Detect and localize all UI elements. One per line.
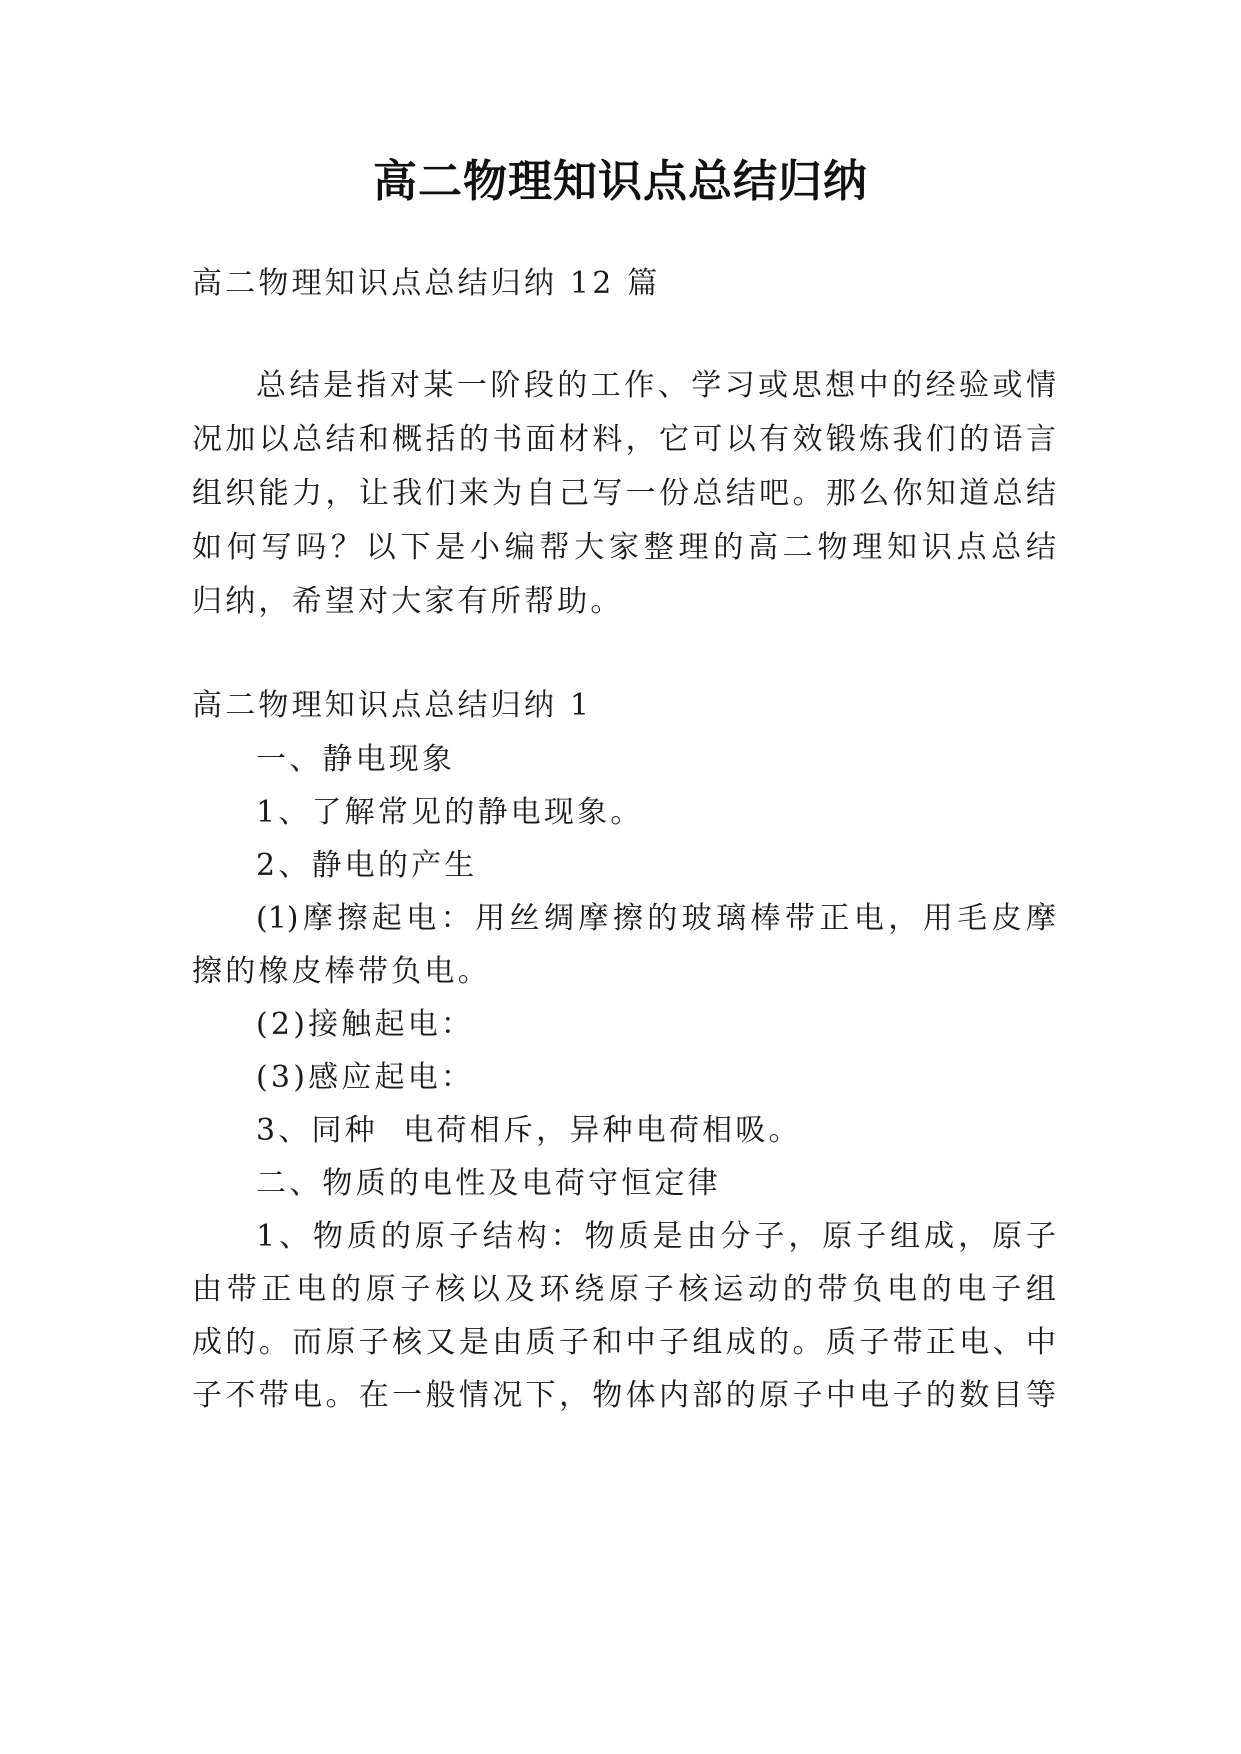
- body-line: (2)接触起电：: [256, 1007, 475, 1042]
- intro-line: 况加以总结和概括的书面材料，它可以有效锻炼我们的语言: [192, 422, 1056, 457]
- document-subtitle: 高二物理知识点总结归纳 12 篇: [192, 266, 661, 301]
- intro-line: 如何写吗？以下是小编帮大家整理的高二物理知识点总结: [192, 530, 1056, 565]
- body-line: 1、了解常见的静电现象。: [256, 795, 644, 830]
- heading-line: 一、静电现象: [256, 742, 456, 777]
- body-line: 3、同种 电荷相斥，异种电荷相吸。: [256, 1113, 802, 1148]
- body-line: 擦的橡皮棒带负电。: [192, 954, 491, 989]
- body-line: 成的。而原子核又是由质子和中子组成的。质子带正电、中: [192, 1325, 1056, 1360]
- body-line: 子不带电。在一般情况下，物体内部的原子中电子的数目等: [192, 1378, 1056, 1413]
- body-line: (1)摩擦起电：用丝绸摩擦的玻璃棒带正电，用毛皮摩: [256, 901, 1056, 936]
- heading-line: 二、物质的电性及电荷守恒定律: [256, 1166, 721, 1201]
- intro-line: 组织能力，让我们来为自己写一份总结吧。那么你知道总结: [192, 476, 1056, 511]
- document-title: 高二物理知识点总结归纳: [373, 156, 868, 207]
- body-line: (3)感应起电：: [256, 1060, 475, 1095]
- intro-line: 总结是指对某一阶段的工作、学习或思想中的经验或情: [256, 368, 1056, 403]
- body-line: 1、物质的原子结构：物质是由分子，原子组成，原子: [256, 1219, 1056, 1254]
- body-line: 由带正电的原子核以及环绕原子核运动的带负电的电子组: [192, 1272, 1056, 1307]
- intro-line: 归纳，希望对大家有所帮助。: [192, 584, 624, 619]
- body-line: 2、静电的产生: [256, 848, 478, 883]
- section-heading: 高二物理知识点总结归纳 1: [192, 688, 593, 723]
